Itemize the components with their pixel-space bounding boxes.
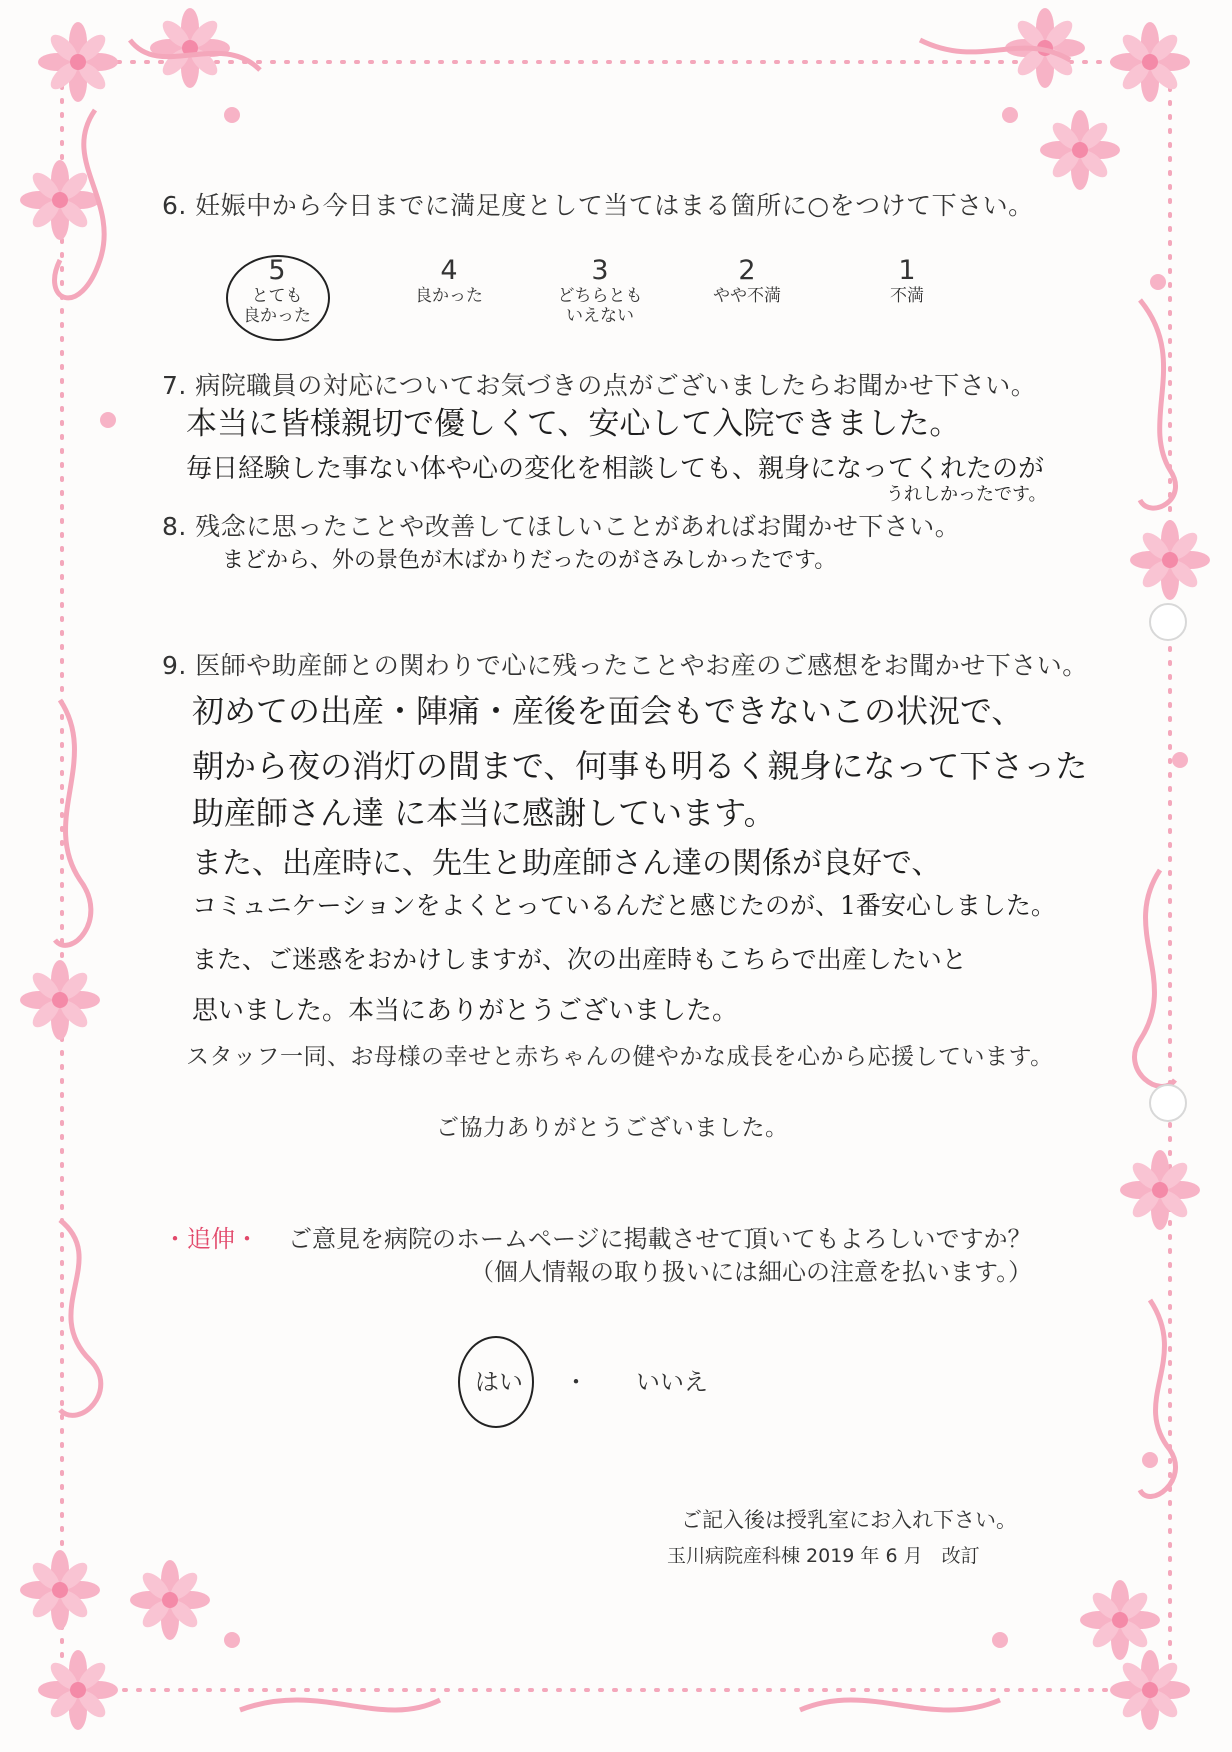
- handwritten-answer-9-line3: 助産師さん達 に本当に感謝しています。: [192, 794, 776, 832]
- handwritten-answer-7-line2: 毎日経験した事ない体や心の変化を相談しても、親身になってくれたのが: [186, 454, 1045, 484]
- thank-you-message: ご協力ありがとうございました。: [436, 1115, 789, 1141]
- postscript-question: ご意見を病院のホームページに掲載させて頂いてもよろしいですか？: [288, 1225, 1032, 1253]
- rating-option-label: とても: [251, 286, 303, 306]
- handwritten-answer-9-line4: また、出産時に、先生と助産師さん達の関係が良好で、: [192, 846, 942, 881]
- rating-option-label: 良かった: [415, 286, 483, 306]
- closing-message: スタッフ一同、お母様の幸せと赤ちゃんの健やかな成長を心から応援しています。: [186, 1044, 1054, 1070]
- rating-option-label: やや不満: [713, 286, 781, 306]
- rating-option-number: 3: [591, 255, 609, 286]
- question-7-text: 7. 病院職員の対応についてお気づきの点がございましたらお聞かせ下さい。: [162, 371, 1037, 400]
- rating-option-5[interactable]: [232, 256, 322, 326]
- rating-option-label: いえない: [566, 306, 634, 326]
- rating-option-3[interactable]: [550, 256, 650, 326]
- answer-separator: ・: [564, 1368, 588, 1396]
- postscript-label-text: ・追伸・: [163, 1225, 259, 1253]
- postscript-label: [163, 1219, 259, 1254]
- postscript-note: （個人情報の取り扱いには細心の注意を払います。）: [470, 1258, 1033, 1286]
- rating-option-number: 2: [738, 255, 756, 286]
- rating-option-2[interactable]: [702, 256, 792, 306]
- handwritten-answer-9-line1: 初めての出産・陣痛・産後を面会もできないこの状況で、: [192, 692, 1024, 730]
- rating-option-number: 5: [268, 255, 286, 286]
- rating-option-4[interactable]: [404, 256, 494, 306]
- handwritten-answer-7-line3: うれしかったです。: [886, 484, 1047, 505]
- handwritten-answer-9-line6: また、ご迷惑をおかけしますが、次の出産時もこちらで出産したいと: [192, 945, 967, 974]
- handwritten-answer-8: まどから、外の景色が木ばかりだったのがさみしかったです。: [222, 548, 837, 573]
- question-6-text: 6. 妊娠中から今日までに満足度として当てはまる箇所に○をつけて下さい。: [162, 191, 1034, 220]
- footer-revision: 玉川病院産科棟 2019 年 6 月 改訂: [667, 1545, 980, 1567]
- rating-option-label: 不満: [890, 286, 924, 306]
- handwritten-answer-9-line2: 朝から夜の消灯の間まで、何事も明るく親身になって下さった: [192, 747, 1088, 785]
- rating-option-label: どちらとも: [557, 286, 643, 306]
- rating-option-number: 1: [898, 255, 916, 286]
- rating-option-label: 良かった: [243, 306, 311, 326]
- question-8-text: 8. 残念に思ったことや改善してほしいことがあればお聞かせ下さい。: [162, 512, 961, 541]
- rating-option-number: 4: [440, 255, 458, 286]
- answer-yes[interactable]: はい: [475, 1368, 523, 1396]
- handwritten-answer-9-line5: コミュニケーションをよくとっているんだと感じたのが、1番安心しました。: [192, 891, 1056, 920]
- answer-no[interactable]: いいえ: [636, 1368, 708, 1396]
- rating-option-1[interactable]: [862, 256, 952, 306]
- footer-instruction: ご記入後は授乳室にお入れ下さい。: [681, 1508, 1017, 1532]
- handwritten-answer-9-line7: 思いました。本当にありがとうございました。: [192, 996, 739, 1026]
- question-9-text: 9. 医師や助産師との関わりで心に残ったことやお産のご感想をお聞かせ下さい。: [162, 651, 1088, 680]
- handwritten-answer-7-line1: 本当に皆様親切で優しくて、安心して入院できました。: [186, 406, 961, 442]
